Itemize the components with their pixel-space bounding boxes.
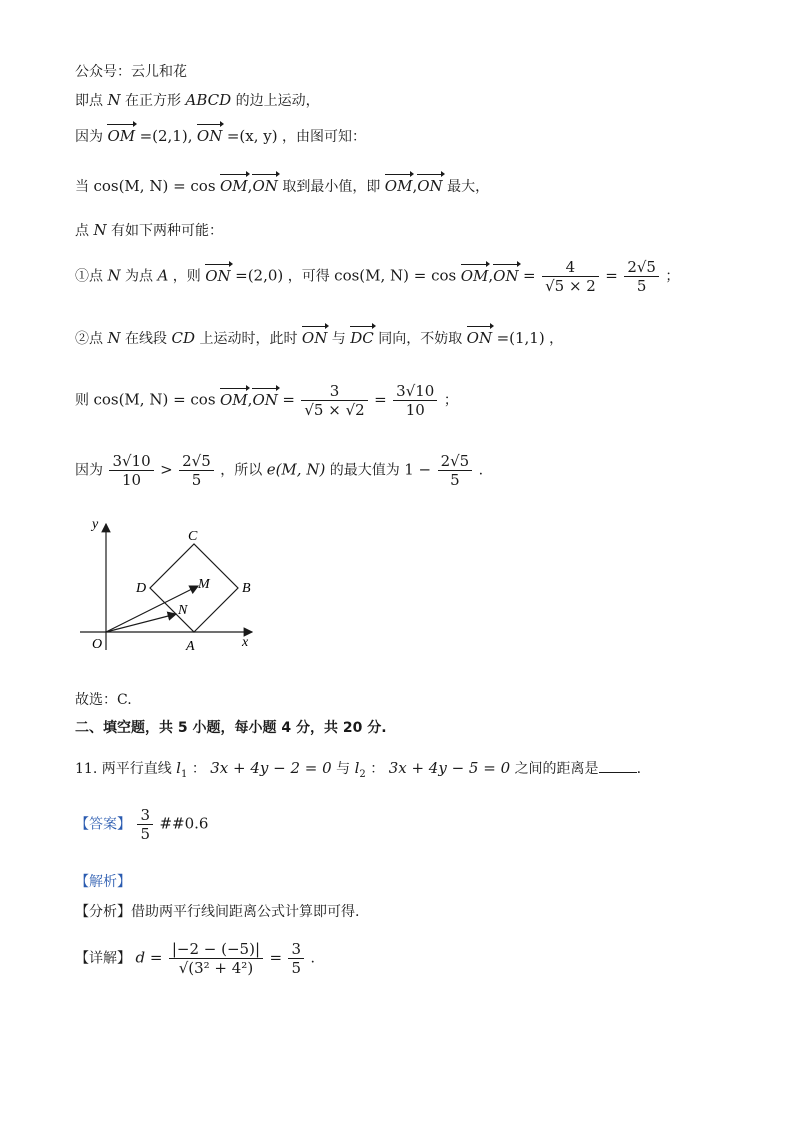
vector-ON: ON [301, 329, 328, 347]
fraction [542, 258, 599, 295]
text: . [478, 462, 484, 479]
text: ； [665, 268, 680, 285]
vector-ON: ON [252, 177, 278, 195]
vector-ON-arrow [106, 614, 176, 632]
denominator: 5 [636, 277, 647, 295]
vector-ON: ON [196, 127, 223, 145]
text: 有如下两种可能： [111, 223, 224, 239]
numerator: |−2 − (−5)| [169, 940, 263, 959]
math: = [523, 266, 536, 285]
denominator: 5 [291, 959, 302, 977]
text: 为点 [125, 268, 154, 285]
section-title: 二、填空题，共 5 小题，每小题 4 分，共 20 分. [75, 720, 387, 736]
text: ，则 [172, 268, 201, 285]
numerator: 3 [301, 382, 367, 401]
fraction [179, 452, 214, 489]
math: = [269, 948, 283, 967]
answer-alt: ##0.6 [159, 814, 209, 833]
math: cos(M, N) = cos [334, 266, 457, 285]
math: cos(M, N) = cos [93, 177, 216, 195]
text: 的边上运动， [235, 93, 320, 109]
line-l1: l [176, 759, 181, 777]
line-l2: l [354, 759, 360, 777]
numerator: 2√5 [438, 452, 473, 471]
fraction [137, 806, 153, 843]
math: = [374, 390, 387, 409]
analysis-tag: 【解析】 [75, 874, 131, 890]
text: ： [370, 761, 385, 777]
answer-choice: 故选：C. [75, 692, 132, 708]
fraction [438, 452, 473, 489]
var-N: N [107, 329, 121, 347]
text: 与 [331, 331, 346, 347]
vector-ON: ON [205, 266, 231, 285]
numerator: 2√5 [179, 452, 214, 471]
vector-OM: OM [220, 177, 248, 195]
denominator: 10 [405, 401, 425, 419]
text: 点 [75, 223, 89, 239]
text: 之间的距离是 [514, 761, 599, 777]
text: ，所以 [220, 462, 263, 479]
fraction [109, 452, 153, 489]
vector-DC: DC [350, 329, 374, 347]
text: 因为 [75, 462, 103, 479]
text: 即点 [75, 93, 103, 109]
denominator: 5 [191, 471, 202, 489]
text: ①点 [75, 268, 103, 285]
text: ，可得 [287, 268, 330, 285]
text: 上运动时，此时 [199, 331, 298, 347]
text: 的最大值为 [329, 462, 400, 479]
denominator: 5 [450, 471, 460, 489]
denominator: 5 [140, 825, 150, 843]
question-number: 11. 两平行直线 [75, 761, 172, 777]
label-N: N [178, 603, 188, 618]
text: 则 [75, 392, 89, 409]
numerator: 3 [137, 806, 153, 825]
vector-ON: ON [417, 177, 443, 195]
var-ABCD: ABCD [185, 91, 232, 109]
fraction [624, 258, 659, 295]
text: 在正方形 [125, 93, 182, 109]
vector-ON: ON [252, 390, 278, 409]
var-CD: CD [171, 329, 195, 347]
text-line-5 [75, 258, 679, 295]
text: ； [443, 392, 458, 409]
var-N: N [107, 266, 121, 285]
text-line-8 [75, 452, 483, 489]
math: = [605, 266, 618, 285]
math: > [160, 460, 173, 479]
denominator: √5 × √2 [304, 401, 365, 419]
equation-1: 3x + 4y − 2 = 0 [210, 759, 332, 777]
label-C: C [188, 529, 198, 544]
answer-blank [599, 772, 637, 773]
text: ，由图可知： [282, 129, 367, 145]
math: , [247, 177, 253, 195]
fenxi-text: 借助两平行线间距离公式计算即可得. [131, 904, 360, 920]
fraction [169, 940, 263, 977]
text-line-6 [75, 328, 563, 349]
math: =(1,1) [496, 329, 545, 347]
math: =(2,1), [139, 127, 193, 145]
var-A: A [157, 266, 169, 285]
fraction [288, 940, 304, 977]
text: ， [549, 331, 564, 347]
xiangjie-line [75, 940, 315, 977]
label-x: x [242, 635, 249, 650]
text: ： [191, 761, 206, 777]
vector-OM: OM [220, 390, 248, 409]
vector-OM: OM [107, 127, 136, 145]
geometry-figure [80, 510, 270, 660]
denominator: √(3² + 4²) [178, 959, 254, 977]
text: 同向，不妨取 [378, 331, 463, 347]
question-11 [75, 758, 641, 785]
math: , [412, 177, 418, 195]
numerator: 3 [288, 940, 304, 959]
text: 取到最小值，即 [282, 179, 381, 195]
text: 最大， [447, 179, 490, 195]
text-line-7 [75, 382, 458, 419]
fenxi-tag: 【分析】 [75, 904, 131, 920]
text-line-1 [75, 90, 320, 111]
subscript: 2 [359, 768, 366, 780]
subscript: 1 [180, 768, 188, 780]
xiangjie-tag: 【详解】 [75, 950, 131, 967]
equation-2: 3x + 4y − 5 = 0 [388, 759, 511, 777]
fraction [393, 382, 437, 419]
vector-ON: ON [466, 329, 493, 347]
vector-ON: ON [493, 266, 519, 285]
var-N: N [93, 221, 107, 239]
text-line-3 [75, 176, 489, 197]
label-M: M [198, 577, 210, 592]
fraction [301, 382, 367, 419]
denominator: √5 × 2 [545, 277, 596, 295]
numerator: 3√10 [109, 452, 153, 471]
numerator: 3√10 [393, 382, 437, 401]
math: , [247, 390, 253, 409]
fenxi-line [75, 902, 359, 922]
numerator: 4 [542, 258, 599, 277]
text-line-2 [75, 126, 366, 147]
label-O: O [92, 637, 103, 652]
text: 因为 [75, 129, 103, 145]
vector-OM: OM [460, 266, 489, 285]
var-N: N [107, 91, 121, 109]
math: d = [135, 948, 163, 967]
math: =(x, y) [226, 127, 278, 145]
vector-OM: OM [384, 177, 413, 195]
math: , [488, 266, 494, 285]
math: = [282, 390, 295, 409]
text: . [310, 950, 315, 967]
text-line-4 [75, 220, 223, 241]
text: . [636, 761, 642, 777]
math: =(2,0) [235, 266, 284, 285]
answer-line [75, 806, 208, 843]
text: 与 [336, 761, 351, 777]
header-source: 公众号：云儿和花 [75, 64, 187, 80]
text: 当 [75, 179, 89, 195]
denominator: 10 [122, 471, 142, 489]
text: 在线段 [125, 331, 168, 347]
label-D: D [136, 581, 147, 596]
math: 1 − [404, 460, 432, 479]
label-A: A [186, 639, 195, 654]
text: ②点 [75, 331, 103, 347]
math: cos(M, N) = cos [93, 390, 216, 409]
math: e(M, N) [266, 460, 326, 479]
answer-tag: 【答案】 [75, 816, 131, 833]
label-B: B [242, 581, 251, 596]
numerator: 2√5 [624, 258, 659, 277]
label-y: y [92, 517, 99, 532]
